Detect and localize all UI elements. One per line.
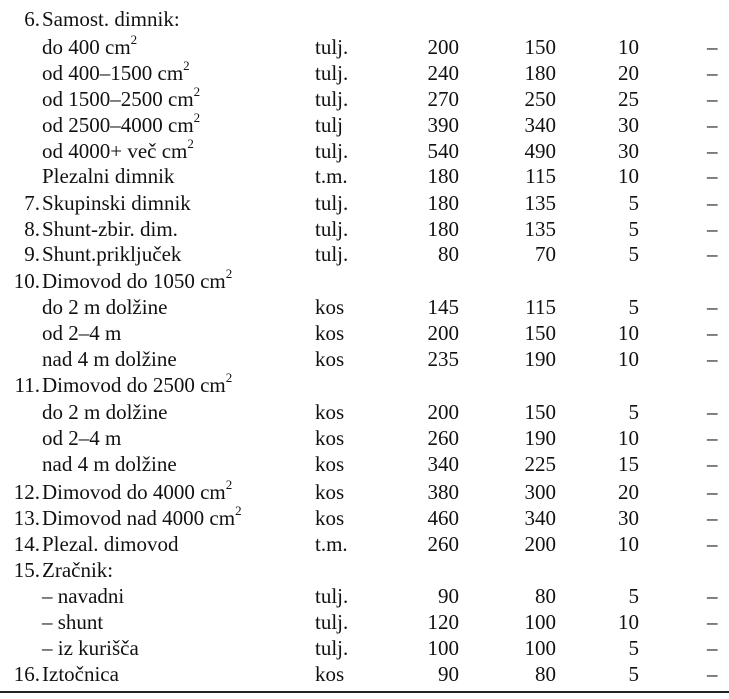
row-unit: tulj. — [315, 242, 349, 266]
row-value-3: 20 — [618, 61, 639, 85]
row-dash: – — [707, 662, 718, 686]
row-value-1: 460 — [427, 506, 459, 530]
row-value-2: 70 — [535, 242, 556, 266]
row-item: – navadni — [42, 584, 125, 608]
row-value-2: 180 — [524, 61, 556, 85]
row-value-3: 5 — [628, 242, 639, 266]
row-value-2: 115 — [525, 295, 556, 319]
row-item: nad 4 m dolžine — [42, 347, 177, 371]
row-item: Dimovod nad 4000 $cm^2$ — [42, 503, 242, 530]
row-value-1: 180 — [427, 191, 459, 215]
row-unit: tulj. — [315, 584, 349, 608]
row-value-2: 135 — [524, 217, 556, 241]
table-row — [0, 505, 729, 531]
row-item: od 2–4 m — [42, 321, 122, 345]
table-row — [0, 138, 729, 164]
row-value-1: 380 — [427, 480, 459, 504]
row-unit: kos — [315, 321, 345, 345]
row-item-superscript: 2 — [183, 58, 190, 73]
row-item: Dimovod do 4000 $cm^2$ — [42, 477, 233, 504]
row-dash: – — [707, 87, 718, 111]
row-item: Zračnik: — [42, 558, 114, 582]
row-value-2: 300 — [524, 480, 556, 504]
row-item: Plezalni dimnik — [42, 164, 175, 188]
row-unit: kos — [315, 662, 345, 686]
table-row — [0, 583, 729, 609]
row-unit: tulj. — [315, 139, 349, 163]
row-item-superscript: 2 — [130, 32, 138, 47]
row-value-2: 340 — [524, 506, 556, 530]
row-value-1: 90 — [438, 584, 459, 608]
table-row — [0, 479, 729, 505]
row-value-1: 180 — [427, 164, 459, 188]
row-unit: tulj. — [315, 191, 349, 215]
bottom-rule — [0, 691, 729, 693]
row-number: 13. — [13, 506, 40, 530]
row-dash: – — [707, 426, 718, 450]
table-row — [0, 372, 729, 398]
row-value-3: 25 — [618, 87, 639, 111]
row-dash: – — [707, 217, 718, 241]
row-item: – shunt — [42, 610, 104, 634]
row-dash: – — [707, 242, 718, 266]
table-row — [0, 661, 729, 687]
row-value-2: 150 — [524, 400, 556, 424]
row-unit: t.m. — [315, 164, 348, 188]
row-value-3: 10 — [618, 321, 639, 345]
row-unit: tulj. — [315, 87, 349, 111]
table-row — [0, 60, 729, 86]
table-row — [0, 635, 729, 661]
row-value-1: 200 — [427, 35, 459, 59]
row-value-3: 30 — [618, 113, 639, 137]
row-value-1: 200 — [427, 321, 459, 345]
row-value-3: 10 — [618, 532, 639, 556]
row-number: 14. — [13, 532, 40, 556]
row-number: 11. — [14, 373, 40, 397]
row-item-superscript: 2 — [225, 370, 233, 385]
row-value-2: 135 — [524, 191, 556, 215]
row-item: do 2 m dolžine — [42, 295, 168, 319]
row-number: 12. — [13, 480, 40, 504]
row-dash: – — [707, 139, 718, 163]
row-item: Dimovod do 2500 $cm^2$ — [42, 370, 233, 397]
row-value-2: 490 — [524, 139, 556, 163]
row-value-3: 10 — [618, 426, 639, 450]
row-item: Samost. dimnik: — [42, 7, 180, 31]
row-value-1: 235 — [427, 347, 459, 371]
row-value-3: 5 — [628, 400, 639, 424]
table-row — [0, 557, 729, 583]
row-value-2: 225 — [524, 452, 556, 476]
row-item-superscript: 2 — [187, 136, 194, 151]
table-row — [0, 34, 729, 60]
row-unit: tulj. — [315, 35, 349, 59]
table-row — [0, 346, 729, 372]
row-number: 6. — [24, 7, 40, 31]
row-value-3: 5 — [628, 584, 639, 608]
row-dash: – — [707, 61, 718, 85]
row-dash: – — [707, 35, 718, 59]
row-value-2: 80 — [535, 662, 556, 686]
table-row — [0, 112, 729, 138]
row-unit: tulj. — [315, 610, 349, 634]
row-unit: tulj — [315, 113, 344, 137]
row-value-3: 15 — [618, 452, 639, 476]
row-value-1: 390 — [427, 113, 459, 137]
row-number: 16. — [13, 662, 40, 686]
row-dash: – — [707, 400, 718, 424]
row-value-2: 340 — [524, 113, 556, 137]
row-value-2: 250 — [524, 87, 556, 111]
row-unit: tulj. — [315, 61, 349, 85]
row-dash: – — [707, 321, 718, 345]
row-value-2: 100 — [524, 636, 556, 660]
row-dash: – — [707, 113, 718, 137]
row-value-1: 260 — [427, 426, 459, 450]
row-value-1: 540 — [427, 139, 459, 163]
row-item: do 400 $cm^2$ — [42, 32, 138, 59]
row-unit: kos — [315, 506, 345, 530]
row-value-3: 20 — [618, 480, 639, 504]
row-value-2: 190 — [524, 347, 556, 371]
row-unit: kos — [315, 480, 345, 504]
row-item: Plezal. dimovod — [42, 532, 179, 556]
row-unit: kos — [315, 347, 345, 371]
row-unit: kos — [315, 400, 345, 424]
table-row — [0, 6, 729, 32]
row-value-1: 270 — [427, 87, 459, 111]
row-value-1: 120 — [427, 610, 459, 634]
table-row — [0, 609, 729, 635]
row-item: Iztočnica — [42, 662, 119, 686]
row-value-2: 115 — [525, 164, 556, 188]
row-value-2: 150 — [524, 321, 556, 345]
row-value-2: 190 — [524, 426, 556, 450]
row-number: 8. — [24, 217, 40, 241]
row-value-2: 80 — [535, 584, 556, 608]
row-item-superscript: 2 — [193, 84, 201, 99]
table-row — [0, 320, 729, 346]
table-row — [0, 163, 729, 189]
table-row — [0, 294, 729, 320]
row-value-2: 150 — [524, 35, 556, 59]
table-row — [0, 190, 729, 216]
row-item-superscript: 2 — [235, 503, 242, 518]
row-value-3: 5 — [628, 191, 639, 215]
row-unit: tulj. — [315, 217, 349, 241]
row-number: 10. — [13, 269, 40, 293]
row-item: od 400–1500 $cm^2$ — [42, 58, 190, 85]
row-item: nad 4 m dolžine — [42, 452, 177, 476]
row-value-1: 90 — [438, 662, 459, 686]
row-value-3: 10 — [618, 35, 639, 59]
row-value-3: 30 — [618, 506, 639, 530]
row-item: od 1500–2500 $cm^2$ — [42, 84, 201, 111]
table-row — [0, 241, 729, 267]
row-item: od 2500–4000 $cm^2$ — [42, 110, 201, 137]
row-item: Shunt.priključek — [42, 242, 182, 266]
row-item-superscript: 2 — [193, 110, 201, 125]
row-dash: – — [707, 347, 718, 371]
row-item: Skupinski dimnik — [42, 191, 191, 215]
table-row — [0, 268, 729, 294]
row-item: od 2–4 m — [42, 426, 122, 450]
row-unit: kos — [315, 295, 345, 319]
row-dash: – — [707, 532, 718, 556]
row-value-3: 5 — [628, 662, 639, 686]
row-value-3: 5 — [628, 295, 639, 319]
row-value-3: 5 — [628, 636, 639, 660]
row-value-1: 145 — [427, 295, 459, 319]
row-number: 15. — [13, 558, 40, 582]
row-value-1: 180 — [427, 217, 459, 241]
row-value-1: 240 — [427, 61, 459, 85]
table-row — [0, 531, 729, 557]
row-dash: – — [707, 506, 718, 530]
row-value-2: 200 — [524, 532, 556, 556]
row-unit: t.m. — [315, 532, 348, 556]
row-value-1: 340 — [427, 452, 459, 476]
row-item: do 2 m dolžine — [42, 400, 168, 424]
row-number: 9. — [24, 242, 40, 266]
row-item-superscript: 2 — [225, 477, 233, 492]
table-row — [0, 399, 729, 425]
row-value-1: 260 — [427, 532, 459, 556]
table-row — [0, 425, 729, 451]
table-row — [0, 216, 729, 242]
row-value-3: 10 — [618, 610, 639, 634]
row-unit: kos — [315, 426, 345, 450]
row-value-3: 10 — [618, 347, 639, 371]
row-unit: tulj. — [315, 636, 349, 660]
row-dash: – — [707, 610, 718, 634]
row-number: 7. — [24, 191, 40, 215]
row-item: – iz kurišča — [42, 636, 139, 660]
row-value-3: 10 — [618, 164, 639, 188]
row-value-1: 80 — [438, 242, 459, 266]
row-dash: – — [707, 452, 718, 476]
table-row — [0, 86, 729, 112]
row-value-2: 100 — [524, 610, 556, 634]
row-unit: kos — [315, 452, 345, 476]
row-dash: – — [707, 636, 718, 660]
row-item: Dimovod do 1050 $cm^2$ — [42, 266, 233, 293]
table-row — [0, 451, 729, 477]
row-item: Shunt-zbir. dim. — [42, 217, 178, 241]
row-value-1: 100 — [427, 636, 459, 660]
row-dash: – — [707, 584, 718, 608]
row-dash: – — [707, 480, 718, 504]
row-dash: – — [707, 295, 718, 319]
row-value-3: 5 — [628, 217, 639, 241]
row-dash: – — [707, 191, 718, 215]
row-item-superscript: 2 — [225, 266, 233, 281]
row-dash: – — [707, 164, 718, 188]
row-item: od 4000+ več $cm^2$ — [42, 136, 194, 163]
row-value-1: 200 — [427, 400, 459, 424]
row-value-3: 30 — [618, 139, 639, 163]
